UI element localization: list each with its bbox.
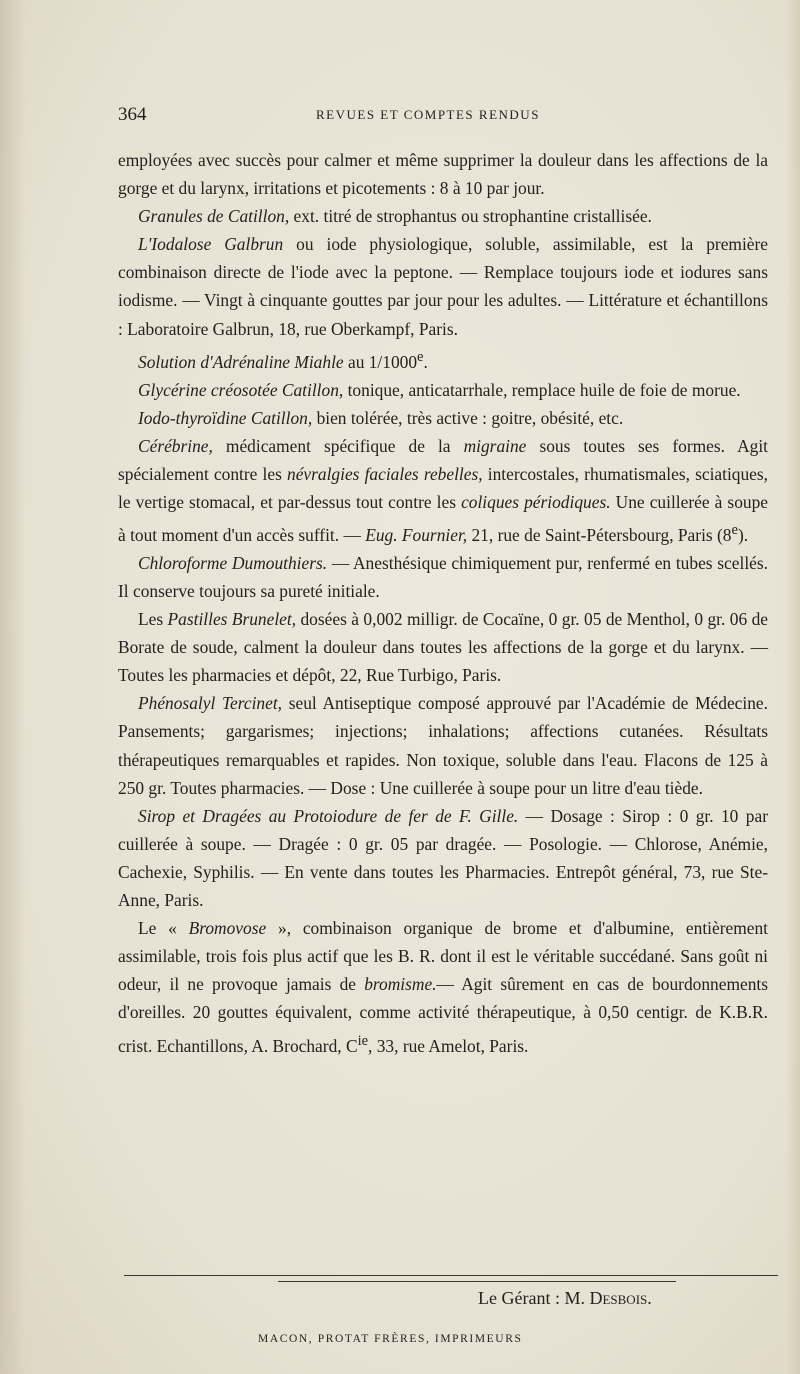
- text-run: 21, rue de Saint-Pétersbourg, Paris (8: [467, 524, 732, 545]
- footer-rule-short: [278, 1281, 676, 1282]
- superscript: e: [417, 348, 424, 365]
- paragraph-granules-catillon: [118, 202, 768, 230]
- text-run: — Agit sûrement en cas de bourdonnements d'oreilles. 20 gouttes équivalent, comme activité thérapeutique, à 0,50 centigr. de K.B.R. crist. Echantillons, A. Brochard, C: [118, 974, 768, 1056]
- product-name: Iodo-thyroïdine Catillon,: [138, 407, 313, 428]
- article-body: [118, 146, 768, 1059]
- text-run: dosées à 0,002 milligr. de Cocaïne, 0 gr. 05 de Menthol, 0 gr. 06 de Borate de soude, calment la douleur dans toutes les affections de la gorge et du larynx. — Toutes les pharmacies et dépôt, 22, Rue Turbigo, Paris.: [118, 609, 768, 686]
- product-name: Phénosalyl Tercinet,: [138, 693, 283, 714]
- text-run: tonique, anticatarrhale, remplace huile de foie de morue.: [343, 379, 741, 400]
- text-run: Une cuillerée à soupe à tout moment d'un accès suffit. —: [118, 491, 768, 545]
- page-edge-shadow-left: [0, 0, 26, 1374]
- text-run: employées avec succès pour calmer et même supprimer la douleur dans les affections de la gorge et du larynx, irritations et picotements : 8 à 10 par jour.: [118, 150, 768, 199]
- text-run: sous toutes ses formes. Agit spécialement contre les: [118, 435, 769, 484]
- text-run: , 33, rue Amelot, Paris.: [368, 1035, 529, 1056]
- paragraph-adrenaline: [118, 343, 768, 376]
- paragraph-pastilles: [118, 605, 768, 689]
- running-head: [118, 104, 768, 126]
- emphasis: Eug. Fournier,: [365, 524, 468, 545]
- paragraph-glycerine: [118, 376, 768, 404]
- text-run: seul Antiseptique composé approuvé par l'Académie de Médecine. Pansements; gargarismes; injections; inhalations; affections cutanées. Résultats thérapeutiques remarquables et rapides. Non toxique, soluble dans l'eau. Flacons de 125 à 250 gr. Toutes pharmacies. — Dose : Une cuillerée à soupe pour un litre d'eau tiède.: [118, 693, 768, 798]
- product-name: Pastilles Brunelet,: [167, 609, 297, 630]
- paragraph-iodo-thyroidine: [118, 404, 768, 432]
- gerant-label: Le Gérant : M.: [478, 1288, 590, 1308]
- product-name: Sirop et Dragées au Protoiodure de fer de F. Gille.: [138, 805, 519, 826]
- superscript: ie: [357, 1032, 369, 1049]
- printer-imprint: MACON, PROTAT FRÈRES, IMPRIMEURS: [258, 1333, 523, 1345]
- paragraph-continuation: [118, 146, 768, 202]
- text-run: », combinaison organique de brome et d'albumine, entièrement assimilable, trois fois plus actif que les B. R. dont il est le véritable succédané. Sans goût ni odeur, il ne provoque jamais de: [118, 918, 768, 995]
- text-run: ).: [737, 524, 749, 545]
- paragraph-iodalose: [118, 230, 768, 342]
- text-run: au 1/1000: [343, 351, 418, 372]
- page-number: 364: [118, 104, 147, 125]
- emphasis: migraine: [463, 435, 527, 456]
- product-name: Bromovose: [188, 918, 267, 939]
- footer-rule-long: [124, 1275, 778, 1276]
- gerant-name: Desbois.: [589, 1288, 652, 1308]
- running-title: REVUES ET COMPTES RENDUS: [316, 107, 540, 122]
- gerant-signature-line: [478, 1288, 652, 1309]
- text-run: ext. titré de strophantus ou strophantine cristallisée.: [289, 206, 652, 227]
- text-run: bien tolérée, très active : goitre, obésité, etc.: [312, 407, 624, 428]
- text-run: Le «: [138, 918, 189, 939]
- text-run: .: [423, 351, 428, 372]
- paragraph-chloroforme: [118, 549, 768, 605]
- paragraph-cerebrine: [118, 432, 768, 549]
- page-edge-shadow-right: [786, 0, 800, 1374]
- product-name: Cérébrine,: [138, 435, 213, 456]
- emphasis: coliques périodiques.: [461, 491, 611, 512]
- product-name: Solution d'Adrénaline Miahle: [138, 351, 344, 372]
- paragraph-sirop-gille: [118, 802, 768, 914]
- text-run: — Anesthésique chimiquement pur, renfermé en tubes scellés. Il conserve toujours sa pureté initiale.: [118, 552, 768, 601]
- product-name: L'Iodalose Galbrun: [138, 234, 284, 255]
- text-run: ou iode physiologique, soluble, assimilable, est la première combinaison directe de l'iode avec la peptone. — Remplace toujours iode et iodures sans iodisme. — Vingt à cinquante gouttes par jour pour les adultes. — Littérature et échantillons : Laboratoire Galbrun, 18, rue Oberkampf, Paris.: [118, 234, 768, 339]
- paragraph-bromovose: [118, 914, 768, 1059]
- text-run: Les: [138, 609, 168, 630]
- product-name: Glycérine créosotée Catillon,: [138, 379, 344, 400]
- text-run: — Dosage : Sirop : 0 gr. 10 par cuillerée à soupe. — Dragée : 0 gr. 05 par dragée. — Posologie. — Chlorose, Anémie, Cachexie, Syphilis. — En vente dans toutes les Pharmacies. Entrepôt général, 73, rue Ste-Anne, Paris.: [118, 805, 768, 911]
- emphasis: névralgies faciales rebelles,: [287, 463, 483, 484]
- text-run: intercostales, rhumatismales, sciatiques, le vertige stomacal, et par-dessus tout contre les: [118, 463, 769, 512]
- superscript: e: [731, 522, 738, 539]
- text-run: médicament spécifique de la: [212, 435, 464, 456]
- product-name: Granules de Catillon,: [138, 206, 290, 227]
- emphasis: bromisme.: [364, 974, 437, 995]
- product-name: Chloroforme Dumouthiers.: [138, 552, 328, 573]
- paragraph-phenosalyl: [118, 689, 768, 801]
